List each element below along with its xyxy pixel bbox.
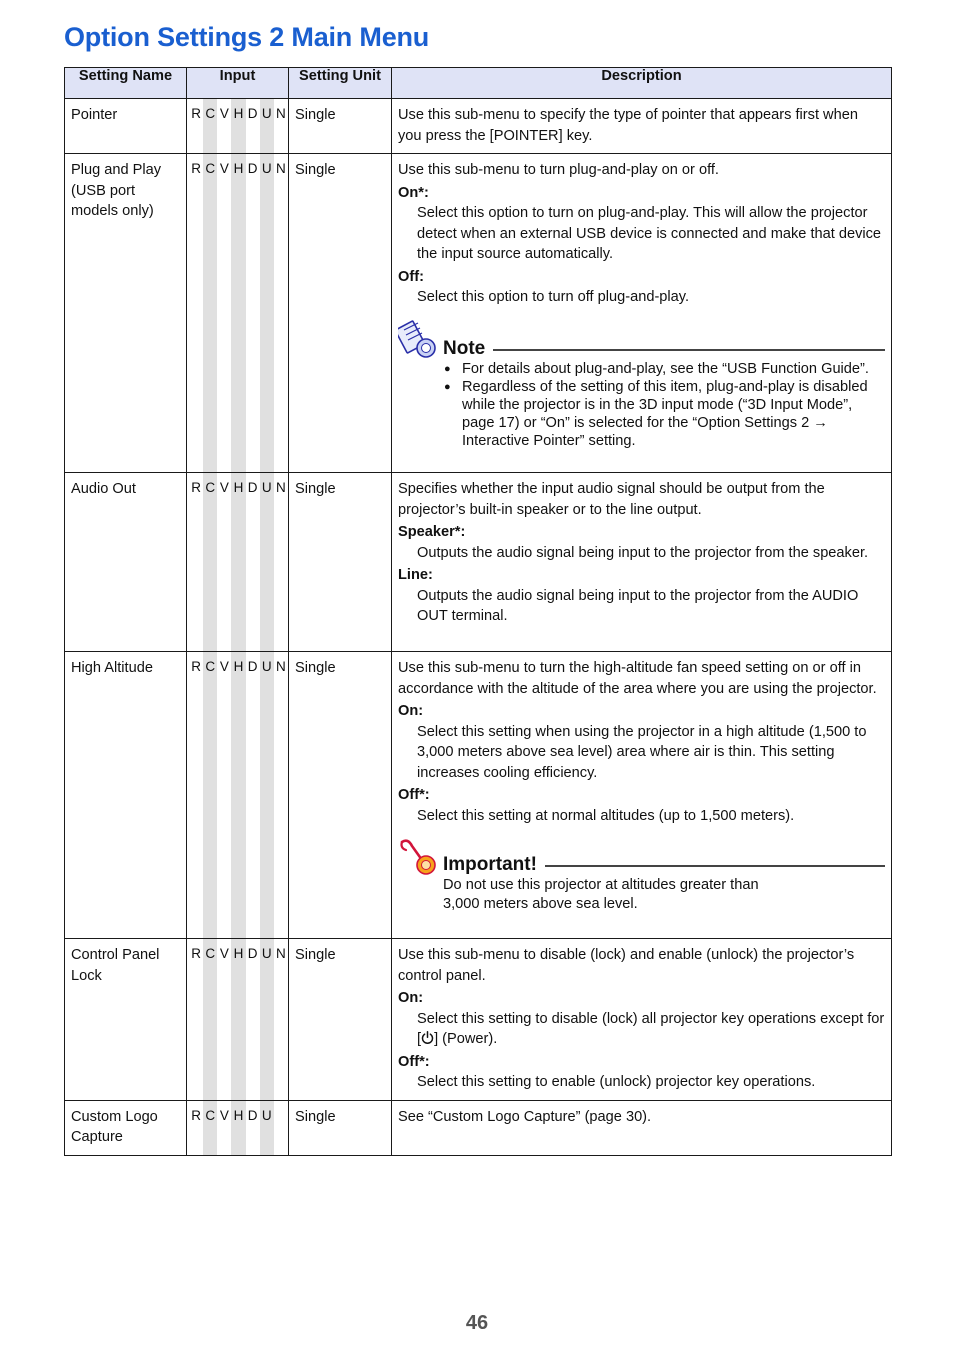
setting-unit: Single: [289, 473, 392, 652]
setting-name: High Altitude: [65, 652, 187, 939]
header-setting-name: Setting Name: [65, 68, 187, 99]
header-input: Input: [187, 68, 289, 99]
setting-name: Pointer: [65, 99, 187, 154]
description-intro: See “Custom Logo Capture” (page 30).: [398, 1108, 652, 1125]
page-number: 46: [465, 1312, 489, 1334]
input-letter: V: [219, 1107, 229, 1123]
input-letter: D: [247, 106, 258, 121]
input-letter: R: [191, 480, 201, 495]
input-letter: R: [191, 106, 201, 121]
note-item-text: Regardless of the setting of this item, plug-and-play is disabled while the projector is in the 3D input mode (“3D Input Mode”, page 17) or “On” is selected for the “Option Settings 2 → Interactive Pointer” setting.: [462, 378, 868, 450]
input-letter: U: [260, 473, 274, 651]
table-row: [65, 154, 892, 473]
option-label: Off:: [398, 268, 424, 285]
description-intro: Use this sub-menu to specify the type of pointer that appears first when you press the [POINTER] key.: [398, 107, 858, 144]
table-row: [65, 652, 892, 939]
note-pencil-icon: [398, 320, 440, 360]
input-letter: H: [231, 1101, 245, 1155]
input-letter: N: [276, 480, 286, 495]
note-list: [398, 360, 885, 451]
input-cell: [187, 99, 289, 154]
note-divider: [493, 349, 885, 351]
table-row: [65, 939, 892, 1101]
input-letter: U: [260, 154, 274, 472]
description: [392, 652, 892, 939]
important-header: [398, 836, 885, 876]
input-cell: [187, 939, 289, 1101]
description-intro: Use this sub-menu to turn the high-altitude fan speed setting on or off in accordance with the altitude of the area where you are using the projector.: [398, 660, 877, 697]
important-line: 3,000 meters above sea level.: [443, 895, 638, 912]
input-letter: H: [231, 939, 245, 1100]
input-letter: N: [276, 659, 286, 674]
input-letter: D: [247, 161, 258, 176]
input-letter: R: [191, 161, 201, 176]
description: [392, 154, 892, 473]
option-label: Line:: [398, 567, 433, 583]
option-label: Off*:: [398, 1053, 430, 1070]
important-divider: [545, 865, 885, 867]
option-text-part: Select this setting to disable (lock) all projector key operations except for [: [417, 1010, 885, 1047]
input-letter: V: [219, 161, 229, 176]
important-line: Do not use this projector at altitudes greater than: [443, 877, 759, 893]
description: [392, 99, 892, 154]
bullet-dot-icon: ●: [444, 380, 451, 393]
input-letter: R: [191, 659, 201, 674]
note-item-text: For details about plug-and-play, see the “USB Function Guide”.: [462, 360, 869, 377]
input-letter: U: [260, 99, 274, 153]
description-intro: Use this sub-menu to turn plug-and-play on or off.: [398, 162, 719, 178]
setting-name: Custom Logo Capture: [65, 1100, 187, 1155]
option-text: Select this option to turn off plug-and-play.: [417, 289, 690, 305]
input-letter: H: [231, 99, 245, 153]
input-letter: C: [203, 473, 217, 651]
note-title: Note: [443, 337, 486, 359]
input-letter: R: [191, 1107, 201, 1123]
input-letter: D: [247, 1107, 258, 1123]
input-letter: U: [260, 939, 274, 1100]
settings-table: [64, 67, 892, 1156]
setting-name: Plug and Play (USB port models only): [65, 154, 187, 473]
option-label: On*:: [398, 184, 429, 201]
input-letter: C: [203, 652, 217, 938]
input-letter: H: [231, 154, 245, 472]
input-letter: H: [231, 652, 245, 938]
input-cell: [187, 1100, 289, 1155]
table-row: [65, 1100, 892, 1155]
input-letter: C: [203, 939, 217, 1100]
input-letter: D: [247, 946, 258, 961]
important-text: [398, 876, 885, 913]
input-letter: C: [203, 99, 217, 153]
setting-name: Audio Out: [65, 473, 187, 652]
input-letter: [274, 1101, 288, 1155]
option-text: Select this option to turn on plug-and-play. This will allow the projector detect when an external USB device is connected and make that device the input source automatically.: [417, 205, 882, 262]
input-letter: R: [191, 946, 201, 961]
description: [392, 1100, 892, 1155]
input-letter: C: [203, 154, 217, 472]
setting-unit: Single: [289, 154, 392, 473]
header-setting-unit: Setting Unit: [289, 68, 392, 99]
option-text: Select this setting when using the projector in a high altitude (1,500 to 3,000 meters above sea level) area where air is thin. This setting increases cooling efficiency.: [417, 723, 867, 781]
description-intro: Use this sub-menu to disable (lock) and enable (unlock) the projector’s control panel.: [398, 947, 855, 984]
table-header-row: [65, 68, 892, 99]
power-icon: [421, 1030, 434, 1043]
header-description: Description: [392, 68, 892, 99]
option-label: Off*:: [398, 787, 430, 803]
option-label: On:: [398, 703, 424, 719]
description: [392, 939, 892, 1101]
option-text: Outputs the audio signal being input to the projector from the speaker.: [417, 544, 869, 561]
bullet-dot-icon: ●: [444, 362, 451, 375]
input-letter: H: [231, 473, 245, 651]
option-text: Outputs the audio signal being input to the projector from the AUDIO OUT terminal.: [417, 587, 859, 624]
input-letter: D: [247, 659, 258, 674]
table-row: [65, 99, 892, 154]
setting-unit: Single: [289, 99, 392, 154]
important-pin-icon: [398, 836, 440, 876]
page-title: Option Settings 2 Main Menu: [64, 22, 430, 52]
setting-name: Control Panel Lock: [65, 939, 187, 1101]
option-text: Select this setting to enable (unlock) projector key operations.: [417, 1074, 816, 1090]
option-text-part: ] (Power).: [434, 1031, 498, 1047]
list-item: [444, 360, 885, 378]
option-label: Speaker*:: [398, 524, 466, 540]
input-cell: [187, 473, 289, 652]
option-text: Select this setting at normal altitudes (up to 1,500 meters).: [417, 807, 795, 824]
input-letter: V: [219, 480, 229, 495]
input-letter: D: [247, 480, 258, 495]
input-letter: U: [260, 1101, 274, 1155]
input-letter: C: [203, 1101, 217, 1155]
input-letter: V: [219, 106, 229, 121]
option-text: [398, 1009, 885, 1050]
table-row: [65, 473, 892, 652]
setting-unit: Single: [289, 1100, 392, 1155]
important-title: Important!: [443, 854, 537, 875]
input-letter: U: [260, 652, 274, 938]
important-callout: [398, 836, 885, 913]
input-letter: V: [219, 659, 229, 674]
option-label: On:: [398, 990, 424, 1006]
input-cell: [187, 154, 289, 473]
setting-unit: Single: [289, 939, 392, 1101]
input-letter: N: [276, 106, 286, 121]
input-letter: N: [276, 946, 286, 961]
input-letter: N: [276, 161, 286, 176]
input-letter: V: [219, 946, 229, 961]
input-cell: [187, 652, 289, 939]
description: [392, 473, 892, 652]
setting-unit: Single: [289, 652, 392, 939]
note-callout: [398, 320, 885, 451]
list-item: [444, 378, 885, 451]
description-intro: Specifies whether the input audio signal should be output from the projector’s built-in speaker or to the line output.: [398, 481, 825, 518]
note-header: [398, 320, 885, 360]
